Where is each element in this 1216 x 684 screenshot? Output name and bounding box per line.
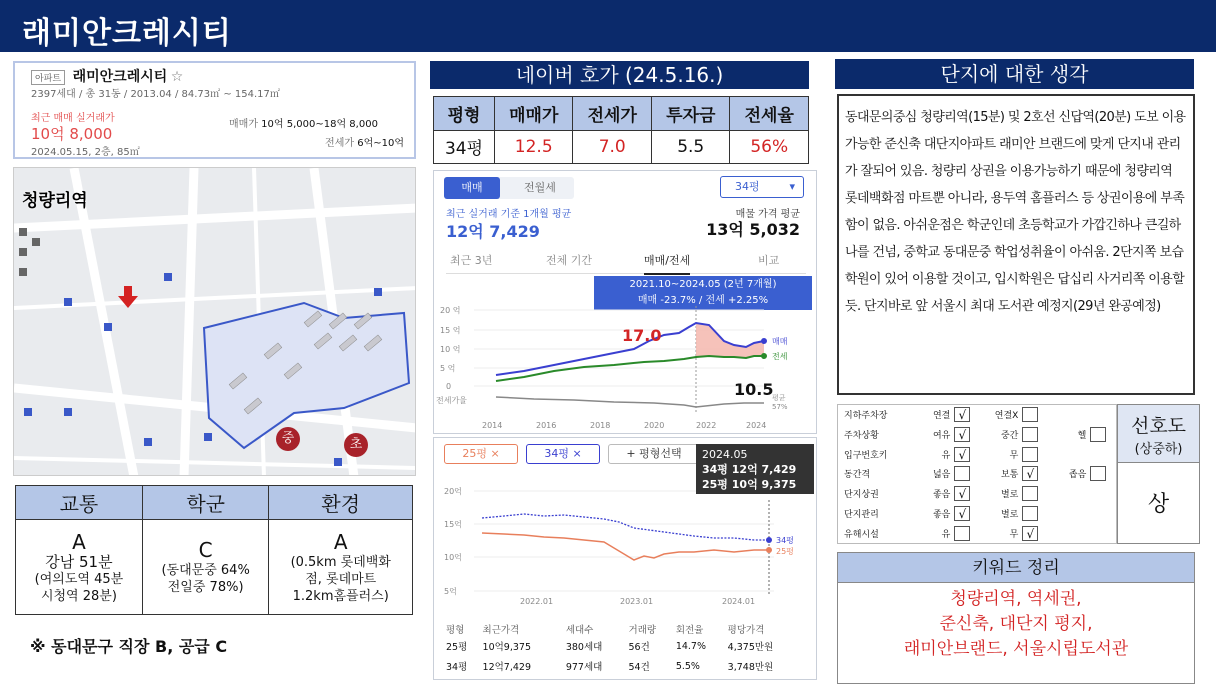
checkbox-cell bbox=[1088, 504, 1116, 524]
facility-row bbox=[838, 464, 1117, 484]
tab-sale[interactable]: 매매 bbox=[444, 177, 500, 199]
checkbox-cell bbox=[1088, 464, 1116, 484]
type-badge: 아파트 bbox=[31, 70, 65, 85]
option-label: 유 bbox=[941, 450, 951, 461]
preference-subtitle: (상중하) bbox=[1134, 442, 1183, 457]
checkbox[interactable] bbox=[1090, 466, 1106, 481]
facility-label: 유해시설 bbox=[844, 529, 879, 540]
val-size: 34평 bbox=[434, 130, 495, 164]
keyword-line3: 래미안브랜드, 서울시립도서관 bbox=[903, 639, 1129, 659]
xtick-2022: 2022 bbox=[696, 421, 717, 430]
price-trend-panel bbox=[433, 170, 817, 434]
recent-price-label: 최근 매매 실거래가 bbox=[31, 113, 115, 124]
facility-row bbox=[838, 524, 1117, 544]
env-grade: A bbox=[333, 529, 348, 554]
school-grade: C bbox=[198, 538, 213, 562]
traffic-line2: (여의도역 45분 bbox=[34, 571, 124, 587]
cell: 34평 bbox=[446, 662, 468, 673]
c2-ytick-15: 15억 bbox=[444, 520, 462, 529]
checkbox-cell bbox=[1088, 405, 1116, 425]
facility-row bbox=[838, 504, 1117, 524]
c2-xtick-2024: 2024.01 bbox=[722, 597, 756, 606]
checkbox[interactable]: √ bbox=[1022, 526, 1038, 541]
env-line1: (0.5km 롯데백화 bbox=[290, 554, 391, 570]
checkbox-cell bbox=[1020, 424, 1048, 444]
period-compare[interactable]: 비교 bbox=[758, 254, 780, 267]
tooltip-row1: 34평 12억 7,429 bbox=[702, 463, 797, 476]
chip-25[interactable]: 25평 × bbox=[444, 444, 518, 464]
ratio-end-value: 57% bbox=[772, 403, 788, 411]
range-tooltip-line1: 2021.10~2024.05 (2년 7개월) bbox=[629, 279, 777, 290]
option-label: 연결X bbox=[994, 411, 1019, 422]
checkbox-cell bbox=[952, 405, 980, 425]
option-label: 좋음 bbox=[932, 510, 951, 521]
option-label bbox=[1048, 405, 1088, 425]
val-sale: 12.5 bbox=[494, 130, 573, 164]
keyword-line1: 청량리역, 역세권, bbox=[950, 589, 1082, 609]
facility-label: 동간격 bbox=[844, 470, 871, 481]
env-line3: 1.2km홈플러스) bbox=[292, 588, 389, 604]
legend-sale: 매매 bbox=[772, 337, 788, 346]
avg-value: 12억 7,429 bbox=[446, 222, 540, 241]
checkbox[interactable] bbox=[1022, 506, 1038, 521]
period-3y[interactable]: 최근 3년 bbox=[450, 254, 493, 267]
listing-name: 래미안크레시티 bbox=[72, 69, 168, 85]
trend-chart bbox=[434, 301, 817, 434]
xtick-2018: 2018 bbox=[590, 421, 611, 430]
score-header-env: 환경 bbox=[269, 486, 413, 520]
listing-avg-value: 13억 5,032 bbox=[706, 220, 800, 239]
col-sale: 매매가 bbox=[494, 97, 573, 131]
ytick-15: 15 억 bbox=[440, 326, 461, 335]
keywords-title: 키워드 정리 bbox=[838, 553, 1194, 583]
option-label: 중간 bbox=[1000, 430, 1019, 441]
score-header-traffic: 교통 bbox=[16, 486, 143, 520]
checkbox[interactable] bbox=[1022, 447, 1038, 462]
checkbox-cell bbox=[1020, 524, 1048, 544]
note-text: ※ 동대문구 직장 B, 공급 C bbox=[30, 637, 228, 656]
option-label bbox=[1048, 504, 1088, 524]
col-size: 평형 bbox=[434, 97, 495, 131]
option-label bbox=[1048, 444, 1088, 464]
xtick-2024: 2024 bbox=[746, 421, 767, 430]
val-jeonse: 7.0 bbox=[573, 130, 652, 164]
option-label: 좋음 bbox=[932, 490, 951, 501]
xtick-2014: 2014 bbox=[482, 421, 503, 430]
th-turnover: 회전율 bbox=[675, 625, 704, 636]
traffic-line1: 강남 51분 bbox=[45, 552, 113, 571]
option-label: 유 bbox=[941, 529, 951, 540]
cell: 5.5% bbox=[675, 660, 700, 672]
val-invest: 5.5 bbox=[651, 130, 730, 164]
checkbox[interactable]: √ bbox=[1022, 466, 1038, 481]
sale-range: 10억 5,000~18억 8,000 bbox=[261, 119, 378, 130]
naver-title: 네이버 호가 (24.5.16.) bbox=[430, 61, 809, 89]
checkbox-cell bbox=[1020, 484, 1048, 504]
school-line2: 전일중 78%) bbox=[167, 580, 244, 595]
cell: 380세대 bbox=[565, 642, 603, 653]
checkbox-cell bbox=[952, 444, 980, 464]
period-sale-jeonse[interactable]: 매매/전세 bbox=[644, 252, 690, 275]
checkbox[interactable]: √ bbox=[954, 447, 970, 462]
chip-34[interactable]: 34평 × bbox=[526, 444, 600, 464]
annot-low: 10.5 bbox=[734, 380, 774, 399]
col-invest: 투자금 bbox=[651, 97, 730, 131]
annot-high: 17.0 bbox=[622, 326, 662, 345]
tooltip-date: 2024.05 bbox=[702, 448, 748, 461]
checkbox[interactable] bbox=[1022, 427, 1038, 442]
checkbox[interactable]: √ bbox=[954, 486, 970, 501]
checkbox[interactable] bbox=[1022, 486, 1038, 501]
facility-label: 입구번호키 bbox=[844, 450, 888, 461]
thoughts-title: 단지에 대한 생각 bbox=[835, 59, 1194, 89]
middle-school-marker[interactable]: 중 bbox=[276, 427, 300, 451]
checkbox-cell bbox=[1088, 424, 1116, 444]
cell: 3,748만원 bbox=[727, 662, 774, 673]
avg-label: 최근 실거래 기준 1개월 평균 bbox=[446, 209, 572, 220]
score-table bbox=[15, 485, 413, 615]
keyword-line2: 준신축, 대단지 평지, bbox=[939, 614, 1093, 634]
th-per-pyeong: 평당가격 bbox=[727, 625, 765, 636]
checkbox-cell bbox=[1020, 444, 1048, 464]
listing-meta: 2397세대 / 총 31동 / 2013.04 / 84.73㎡ ~ 154.17㎡ bbox=[31, 89, 280, 100]
option-label: 별로 bbox=[1000, 490, 1019, 501]
checkbox-cell bbox=[1088, 484, 1116, 504]
c2-ytick-20: 20억 bbox=[444, 487, 462, 496]
complex-map[interactable] bbox=[13, 167, 416, 476]
facility-label: 단지관리 bbox=[844, 510, 879, 521]
facility-checklist bbox=[837, 404, 1117, 544]
range-tooltip-line2: 매매 -23.7% / 전세 +2.25% bbox=[637, 295, 769, 306]
option-label: 연결 bbox=[932, 411, 951, 422]
score-header-school: 학군 bbox=[142, 486, 269, 520]
c2-xtick-2023: 2023.01 bbox=[620, 597, 654, 606]
jeonse-range: 6억~10억 bbox=[357, 138, 404, 149]
cell: 54건 bbox=[628, 662, 650, 673]
checkbox[interactable] bbox=[1090, 427, 1106, 442]
cell: 10억9,375 bbox=[482, 642, 531, 653]
cell: 25평 bbox=[446, 642, 468, 653]
add-size-button[interactable]: + 평형선택 bbox=[608, 444, 700, 464]
option-label: 여유 bbox=[932, 430, 951, 441]
chevron-down-icon: ▾ bbox=[789, 180, 795, 193]
ratio-label: 전세가율 bbox=[436, 396, 467, 405]
checkbox[interactable]: √ bbox=[954, 407, 970, 422]
option-label: 무 bbox=[1009, 529, 1019, 540]
env-line2: 점, 롯데마트 bbox=[305, 571, 377, 587]
val-ratio: 56% bbox=[730, 130, 809, 164]
preference-title: 선호도 bbox=[1130, 415, 1187, 437]
checkbox-cell bbox=[1088, 444, 1116, 464]
cell: 14.7% bbox=[675, 640, 706, 652]
jeonse-range-label: 전세가 bbox=[325, 138, 355, 149]
table-row bbox=[446, 636, 806, 656]
cell: 4,375만원 bbox=[727, 642, 774, 653]
facility-label: 지하주차장 bbox=[844, 411, 888, 422]
checkbox-cell bbox=[1020, 504, 1048, 524]
xtick-2016: 2016 bbox=[536, 421, 557, 430]
size-summary-table bbox=[446, 622, 806, 676]
end-label-25: 25평 bbox=[776, 547, 794, 556]
checkbox[interactable]: √ bbox=[954, 427, 970, 442]
facility-label: 주차상황 bbox=[844, 430, 879, 441]
env-cell bbox=[269, 520, 413, 615]
table-row bbox=[446, 656, 806, 676]
thoughts-body: 동대문의중심 청량리역(15분) 및 2호선 신답역(20분) 도보 이용 가능한 준신축 대단지아파트 래미안 브랜드에 맞게 단지내 관리가 잘되어 있음. 청량리 상권을 이용가능하기 때문에 청량리역 롯데백화점 마트뿐 아니라, 용두역 홈플러스 등 상권이용에 부족함이 없음. 아쉬운점은 학군인데 초등학교가 가깝긴하나 큰길하나를 건넘, 중학교 동대문중 학업성취율이 아쉬움. 2단지쪽 보습학원이 있어 이용할 것이고, 입시학원은 답십리 사거리쪽 이용할듯. 단지바로 앞 서울시 최대 도서관 예정지(29년 완공예정) bbox=[837, 94, 1195, 395]
checkbox-cell bbox=[952, 504, 980, 524]
ytick-5: 5 억 bbox=[440, 364, 456, 373]
option-label: 넓음 bbox=[932, 470, 951, 481]
facility-row bbox=[838, 484, 1117, 504]
checkbox-cell bbox=[952, 424, 980, 444]
c2-ytick-10: 10억 bbox=[444, 553, 462, 562]
traffic-line3: 시청역 28분) bbox=[40, 588, 117, 604]
elementary-school-marker[interactable]: 초 bbox=[344, 433, 368, 457]
recent-price-date: 2024.05.15, 2층, 85㎡ bbox=[31, 147, 140, 158]
keywords-box bbox=[837, 552, 1195, 684]
period-all[interactable]: 전체 기간 bbox=[546, 254, 593, 267]
th-recent: 최근가격 bbox=[482, 625, 520, 636]
checkbox[interactable]: √ bbox=[954, 506, 970, 521]
ytick-20: 20 억 bbox=[440, 306, 461, 315]
option-label: 좁음 bbox=[1068, 470, 1087, 481]
checkbox-cell bbox=[1088, 524, 1116, 544]
th-size: 평형 bbox=[446, 625, 465, 636]
cell: 56건 bbox=[628, 642, 650, 653]
option-label: 보통 bbox=[1000, 470, 1019, 481]
school-cell bbox=[142, 520, 269, 615]
checkbox[interactable] bbox=[1022, 407, 1038, 422]
preference-box bbox=[1117, 404, 1200, 544]
size-select[interactable] bbox=[720, 176, 804, 198]
c2-ytick-5: 5억 bbox=[444, 587, 457, 596]
station-label: 청량리역 bbox=[22, 191, 88, 211]
listing-avg-label: 매물 가격 평균 bbox=[735, 209, 800, 220]
checkbox-cell bbox=[1020, 405, 1048, 425]
ratio-end-label: 평균 bbox=[772, 394, 786, 402]
title-bar bbox=[0, 0, 1216, 52]
size-compare-panel bbox=[433, 437, 817, 680]
c2-xtick-2022: 2022.01 bbox=[520, 597, 554, 606]
xtick-2020: 2020 bbox=[644, 421, 665, 430]
cell: 977세대 bbox=[565, 662, 603, 673]
checkbox[interactable] bbox=[954, 526, 970, 541]
point-tooltip bbox=[696, 444, 814, 494]
facility-row bbox=[838, 405, 1117, 425]
facility-row bbox=[838, 444, 1117, 464]
checkbox-cell bbox=[1020, 464, 1048, 484]
traffic-grade: A bbox=[72, 529, 86, 554]
recent-price: 10억 8,000 bbox=[31, 125, 113, 143]
checkbox-cell bbox=[952, 484, 980, 504]
checkbox[interactable] bbox=[954, 466, 970, 481]
legend-jeonse: 전세 bbox=[772, 352, 788, 361]
traffic-cell bbox=[16, 520, 143, 615]
sale-range-label: 매매가 bbox=[229, 119, 258, 130]
naver-price-table bbox=[433, 96, 809, 164]
ytick-10: 10 억 bbox=[440, 345, 461, 354]
preference-value: 상 bbox=[1147, 492, 1170, 517]
cell: 12억7,429 bbox=[482, 662, 531, 673]
facility-label: 단지상권 bbox=[844, 490, 879, 501]
col-jeonse: 전세가 bbox=[573, 97, 652, 131]
school-line1: (동대문중 64% bbox=[161, 563, 250, 578]
facility-row bbox=[838, 424, 1117, 444]
page-title: 래미안크레시티 bbox=[22, 16, 232, 51]
ytick-0: 0 bbox=[446, 382, 452, 391]
option-label: 무 bbox=[1009, 450, 1019, 461]
size-select-value: 34평 bbox=[735, 180, 760, 193]
listing-card[interactable] bbox=[13, 61, 416, 159]
checkbox-cell bbox=[952, 524, 980, 544]
checkbox-cell bbox=[952, 464, 980, 484]
option-label bbox=[1048, 484, 1088, 504]
tab-rent[interactable]: 전월세 bbox=[524, 181, 556, 194]
option-label: 헬 bbox=[1077, 430, 1087, 441]
tooltip-row2: 25평 10억 9,375 bbox=[702, 478, 797, 491]
option-label: 별로 bbox=[1000, 510, 1019, 521]
favorite-star-icon[interactable]: ☆ bbox=[170, 69, 184, 85]
option-label bbox=[1048, 524, 1088, 544]
col-ratio: 전세율 bbox=[730, 97, 809, 131]
th-units: 세대수 bbox=[565, 625, 594, 636]
th-volume: 거래량 bbox=[628, 625, 657, 636]
end-label-34: 34평 bbox=[776, 536, 794, 545]
map-canvas bbox=[14, 168, 416, 476]
